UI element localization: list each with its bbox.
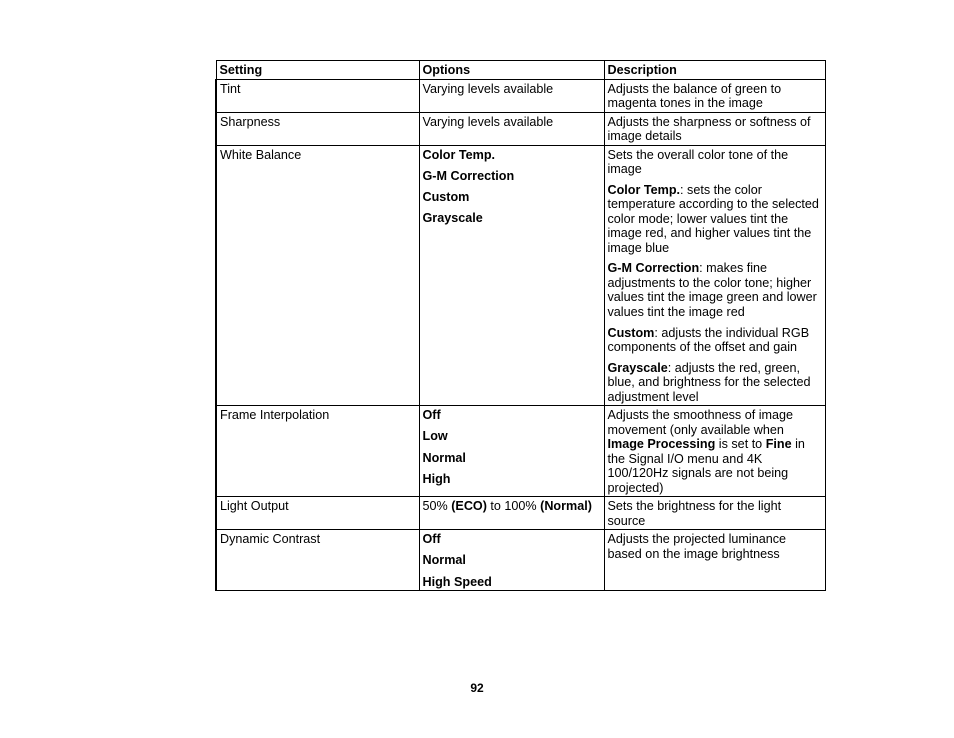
option-item: G-M Correction [422,168,515,183]
description-text: in the Signal I/O menu and 4K 100/120Hz signals are not being projected) [607,437,805,495]
description-text: is set to [715,437,766,452]
option-item: High Speed [422,574,492,589]
setting-cell: Sharpness [216,112,419,145]
header-setting: Setting [216,61,419,80]
description-term: Image Processing [607,437,716,452]
setting-cell: Tint [216,79,419,112]
option-item: Normal [422,450,466,465]
option-item: Off [422,532,441,547]
option-text: 50% [422,499,452,514]
option-item: Grayscale [422,211,483,226]
option-item: Color Temp. [422,147,496,162]
options-cell: Varying levels available [419,112,604,145]
detail-term: Custom [607,325,655,340]
table-row-light-output [216,497,825,530]
detail-text: : adjusts the red, green, blue, and brightness for the selected adjustment level [607,360,811,404]
options-cell [419,145,604,406]
header-options: Options [419,61,604,80]
options-cell [419,530,604,591]
option-item: Custom [422,189,470,204]
option-item: Low [422,429,448,444]
description-cell [604,145,825,406]
option-item: Normal [422,553,466,568]
detail-paragraph [608,261,822,319]
table-row-sharpness [216,112,825,145]
table-row-dynamic-contrast [216,530,825,591]
options-cell [419,406,604,497]
detail-paragraph [608,183,822,256]
setting-cell: Dynamic Contrast [216,530,419,591]
description-cell [604,406,825,497]
options-cell: Varying levels available [419,79,604,112]
header-description: Description [604,61,825,80]
detail-term: Grayscale [607,360,668,375]
description-intro: Sets the overall color tone of the image [607,147,789,176]
description-term: Fine [765,437,792,452]
detail-paragraph [608,326,822,355]
description-cell: Sets the brightness for the light source [604,497,825,530]
table-row-frame-interpolation [216,406,825,497]
setting-cell: Frame Interpolation [216,406,419,497]
option-term: (Normal) [540,499,592,514]
option-item: High [422,471,451,486]
detail-text: : makes fine adjustments to the color tone; higher values tint the image green and lower values tint the image red [607,261,817,319]
page-number: 92 [470,681,484,695]
options-cell [419,497,604,530]
option-term: (ECO) [451,499,487,514]
option-text: to 100% [486,499,541,514]
detail-term: Color Temp. [607,182,681,197]
setting-cell: Light Output [216,497,419,530]
table-row-tint [216,79,825,112]
description-cell: Adjusts the sharpness or softness of image details [604,112,825,145]
table-row-white-balance [216,145,825,406]
description-text: Adjusts the smoothness of image movement (only available when [607,408,794,437]
detail-term: G-M Correction [607,261,700,276]
description-cell: Adjusts the balance of green to magenta tones in the image [604,79,825,112]
settings-table [215,60,826,591]
detail-text: : adjusts the individual RGB components of the offset and gain [607,325,810,355]
setting-cell: White Balance [216,145,419,406]
detail-paragraph [608,361,822,405]
detail-text: : sets the color temperature according to the selected color mode; lower values tint the image red, and higher values tint the image blue [607,182,819,255]
description-cell: Adjusts the projected luminance based on the image brightness [604,530,825,591]
option-item: Off [422,408,441,423]
table-header-row [216,61,825,80]
